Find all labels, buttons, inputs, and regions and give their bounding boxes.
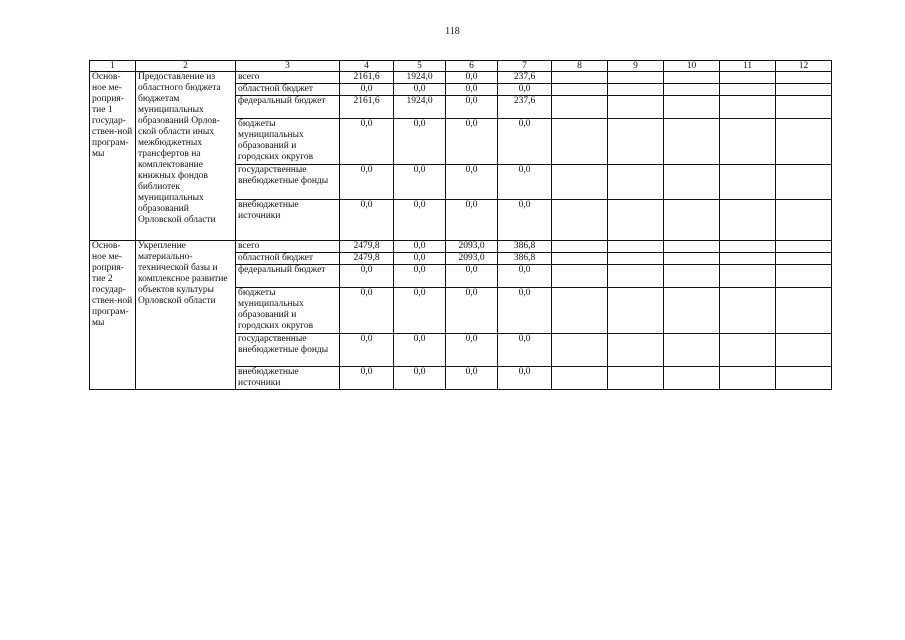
empty-cell	[720, 367, 776, 390]
empty-cell	[664, 288, 720, 334]
value-cell: 0,0	[446, 367, 498, 390]
empty-cell	[664, 72, 720, 84]
empty-cell	[552, 200, 608, 241]
empty-cell	[720, 334, 776, 367]
budget-table	[89, 60, 832, 390]
column-number: 12	[776, 61, 832, 72]
empty-cell	[720, 265, 776, 288]
column-number: 8	[552, 61, 608, 72]
empty-cell	[608, 241, 664, 253]
empty-cell	[608, 84, 664, 96]
value-cell: 0,0	[498, 200, 552, 241]
empty-cell	[552, 241, 608, 253]
empty-cell	[608, 334, 664, 367]
empty-cell	[776, 84, 832, 96]
value-cell: 0,0	[394, 165, 446, 200]
value-cell: 0,0	[446, 265, 498, 288]
column-number: 5	[394, 61, 446, 72]
value-cell: 0,0	[340, 265, 394, 288]
value-cell: 0,0	[446, 288, 498, 334]
empty-cell	[552, 96, 608, 119]
value-cell: 2093,0	[446, 253, 498, 265]
empty-cell	[608, 72, 664, 84]
empty-cell	[552, 72, 608, 84]
empty-cell	[552, 119, 608, 165]
empty-cell	[552, 253, 608, 265]
value-cell: 0,0	[446, 200, 498, 241]
empty-cell	[776, 241, 832, 253]
value-cell: 0,0	[394, 241, 446, 253]
value-cell: 386,8	[498, 253, 552, 265]
value-cell: 0,0	[498, 265, 552, 288]
empty-cell	[720, 165, 776, 200]
empty-cell	[776, 165, 832, 200]
value-cell: 0,0	[340, 119, 394, 165]
empty-cell	[720, 200, 776, 241]
value-cell: 0,0	[394, 253, 446, 265]
empty-cell	[608, 96, 664, 119]
funding-source-cell: областной бюджет	[236, 84, 340, 96]
table-row	[90, 241, 832, 253]
funding-source-cell: бюджеты муниципальных образований и городских округов	[236, 119, 340, 165]
value-cell: 0,0	[340, 334, 394, 367]
event-name-cell: Основ-ное ме-роприя-тие 1 государ-ствен-ной програм-мы	[90, 72, 136, 241]
value-cell: 1924,0	[394, 72, 446, 84]
column-number: 11	[720, 61, 776, 72]
empty-cell	[664, 96, 720, 119]
value-cell: 2479,8	[340, 241, 394, 253]
table-row	[90, 72, 832, 84]
value-cell: 237,6	[498, 72, 552, 84]
funding-source-cell: всего	[236, 72, 340, 84]
column-number: 4	[340, 61, 394, 72]
funding-source-cell: государственные внебюджетные фонды	[236, 334, 340, 367]
column-number-row	[90, 61, 832, 72]
empty-cell	[608, 265, 664, 288]
value-cell: 1924,0	[394, 96, 446, 119]
value-cell: 0,0	[446, 165, 498, 200]
event-description-cell: Укрепление материально-технической базы и комплексное развитие объектов культуры Орловской области	[136, 241, 236, 390]
column-number: 10	[664, 61, 720, 72]
value-cell: 0,0	[498, 367, 552, 390]
value-cell: 386,8	[498, 241, 552, 253]
empty-cell	[552, 367, 608, 390]
empty-cell	[552, 84, 608, 96]
value-cell: 0,0	[446, 72, 498, 84]
empty-cell	[552, 288, 608, 334]
empty-cell	[720, 288, 776, 334]
value-cell: 0,0	[340, 165, 394, 200]
value-cell: 2479,8	[340, 253, 394, 265]
empty-cell	[664, 253, 720, 265]
empty-cell	[664, 165, 720, 200]
event-description-cell: Предоставление из областного бюджета бюджетам муниципальных образований Орлов-ской области иных межбюджетных трансфертов на комплектование книжных фондов библиотек муниципальных образований Орловской области	[136, 72, 236, 241]
empty-cell	[552, 265, 608, 288]
empty-cell	[776, 96, 832, 119]
value-cell: 0,0	[394, 119, 446, 165]
value-cell: 0,0	[340, 288, 394, 334]
value-cell: 0,0	[498, 334, 552, 367]
value-cell: 0,0	[394, 200, 446, 241]
empty-cell	[608, 253, 664, 265]
empty-cell	[664, 334, 720, 367]
empty-cell	[776, 200, 832, 241]
column-number: 2	[136, 61, 236, 72]
empty-cell	[664, 84, 720, 96]
value-cell: 2093,0	[446, 241, 498, 253]
value-cell: 0,0	[498, 165, 552, 200]
empty-cell	[664, 265, 720, 288]
empty-cell	[552, 334, 608, 367]
value-cell: 0,0	[394, 288, 446, 334]
empty-cell	[776, 265, 832, 288]
empty-cell	[608, 288, 664, 334]
empty-cell	[664, 200, 720, 241]
empty-cell	[664, 119, 720, 165]
funding-source-cell: внебюджетные источники	[236, 367, 340, 390]
value-cell: 2161,6	[340, 72, 394, 84]
empty-cell	[776, 288, 832, 334]
empty-cell	[608, 367, 664, 390]
column-number: 9	[608, 61, 664, 72]
empty-cell	[664, 367, 720, 390]
value-cell: 0,0	[446, 334, 498, 367]
funding-source-cell: бюджеты муниципальных образований и городских округов	[236, 288, 340, 334]
empty-cell	[776, 119, 832, 165]
empty-cell	[720, 84, 776, 96]
value-cell: 0,0	[446, 84, 498, 96]
value-cell: 0,0	[446, 96, 498, 119]
empty-cell	[720, 241, 776, 253]
column-number: 6	[446, 61, 498, 72]
empty-cell	[776, 72, 832, 84]
empty-cell	[720, 253, 776, 265]
empty-cell	[776, 334, 832, 367]
empty-cell	[720, 72, 776, 84]
funding-source-cell: всего	[236, 241, 340, 253]
empty-cell	[776, 367, 832, 390]
value-cell: 0,0	[340, 200, 394, 241]
value-cell: 0,0	[340, 84, 394, 96]
event-name-cell: Основ-ное ме-роприя-тие 2 государ-ствен-ной програм-мы	[90, 241, 136, 390]
funding-source-cell: федеральный бюджет	[236, 265, 340, 288]
empty-cell	[608, 200, 664, 241]
value-cell: 237,6	[498, 96, 552, 119]
value-cell: 0,0	[340, 367, 394, 390]
empty-cell	[720, 119, 776, 165]
page-number: 118	[445, 26, 460, 37]
empty-cell	[608, 165, 664, 200]
value-cell: 0,0	[498, 288, 552, 334]
value-cell: 0,0	[446, 119, 498, 165]
value-cell: 2161,6	[340, 96, 394, 119]
funding-source-cell: федеральный бюджет	[236, 96, 340, 119]
value-cell: 0,0	[498, 119, 552, 165]
value-cell: 0,0	[394, 84, 446, 96]
empty-cell	[552, 165, 608, 200]
empty-cell	[664, 241, 720, 253]
value-cell: 0,0	[394, 265, 446, 288]
column-number: 1	[90, 61, 136, 72]
funding-source-cell: внебюджетные источники	[236, 200, 340, 241]
value-cell: 0,0	[394, 334, 446, 367]
funding-source-cell: государственные внебюджетные фонды	[236, 165, 340, 200]
funding-source-cell: областной бюджет	[236, 253, 340, 265]
value-cell: 0,0	[498, 84, 552, 96]
empty-cell	[776, 253, 832, 265]
value-cell: 0,0	[394, 367, 446, 390]
empty-cell	[720, 96, 776, 119]
empty-cell	[608, 119, 664, 165]
column-number: 3	[236, 61, 340, 72]
column-number: 7	[498, 61, 552, 72]
